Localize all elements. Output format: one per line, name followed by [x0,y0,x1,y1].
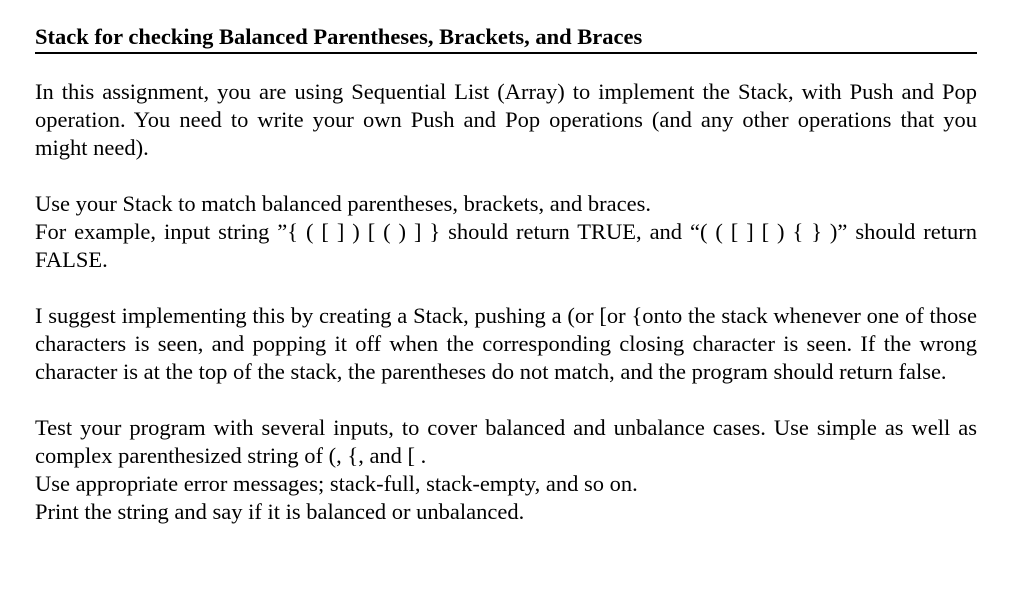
paragraph-assignment: In this assignment, you are using Sequential List (Array) to implement the Stack, with Push and Pop operation. You need to write your own Push and Pop operations (and any other operations that you might need). [35,79,977,160]
paragraph-testing [35,414,977,526]
error-messages-line: Use appropriate error messages; stack-full, stack-empty, and so on. [35,471,638,496]
document-title: Stack for checking Balanced Parentheses, Brackets, and Braces [35,22,977,54]
example-line: For example, input string ”{ ( [ ] ) [ ( ) ] } should return TRUE, and “( ( [ ] [ ) { } )” should return FALSE. [35,219,977,272]
paragraph-use-stack [35,190,977,274]
print-string-line: Print the string and say if it is balanced or unbalanced. [35,499,525,524]
document [35,22,977,526]
use-stack-line: Use your Stack to match balanced parentheses, brackets, and braces. [35,191,652,216]
test-inputs-line: Test your program with several inputs, to cover balanced and unbalance cases. Use simple as well as complex parenthesized string of (, {, and [ . [35,415,977,468]
paragraph-suggestion: I suggest implementing this by creating a Stack, pushing a (or [or {onto the stack whenever one of those characters is seen, and popping it off when the corresponding closing character is seen. If the wrong character is at the top of the stack, the parentheses do not match, and the program should return false. [35,303,977,384]
